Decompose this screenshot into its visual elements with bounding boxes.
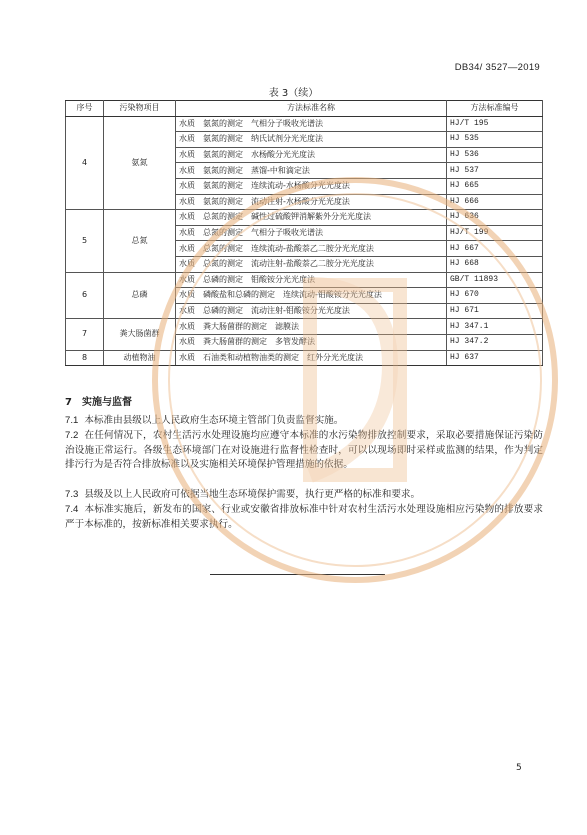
cell-method-name: 水质 氨氮的测定 流动注射-水杨酸分光光度法 <box>176 194 447 210</box>
cell-pollutant-item: 动植物油 <box>104 350 176 366</box>
cell-seq: 8 <box>66 350 104 366</box>
cell-method-code: HJ 347.2 <box>447 334 543 350</box>
cell-method-code: HJ 671 <box>447 303 543 319</box>
cell-method-code: HJ 347.1 <box>447 319 543 335</box>
cell-method-code: HJ 670 <box>447 288 543 304</box>
cell-method-name: 水质 氨氮的测定 水杨酸分光光度法 <box>176 147 447 163</box>
table-row <box>66 210 543 226</box>
table-row <box>66 319 543 335</box>
cell-method-code: HJ/T 195 <box>447 116 543 132</box>
cell-method-name: 水质 石油类和动植物油类的测定 红外分光光度法 <box>176 350 447 366</box>
cell-method-name: 水质 总磷的测定 流动注射-钼酸铵分光光度法 <box>176 303 447 319</box>
cell-seq: 5 <box>66 210 104 272</box>
table-row <box>66 272 543 288</box>
clause-number: 7.4 <box>65 504 79 515</box>
clause-number: 7.1 <box>65 415 79 426</box>
cell-seq: 4 <box>66 116 104 210</box>
cell-pollutant-item: 粪大肠菌群 <box>104 319 176 350</box>
cell-method-code: GB/T 11893 <box>447 272 543 288</box>
cell-method-code: HJ 636 <box>447 210 543 226</box>
cell-method-code: HJ/T 199 <box>447 225 543 241</box>
cell-method-code: HJ 537 <box>447 163 543 179</box>
cell-method-code: HJ 535 <box>447 132 543 148</box>
cell-method-name: 水质 粪大肠菌群的测定 滤膜法 <box>176 319 447 335</box>
clause-7-1 <box>65 414 543 429</box>
cell-method-name: 水质 氨氮的测定 蒸馏-中和滴定法 <box>176 163 447 179</box>
table-caption: 表 3（续） <box>268 88 319 99</box>
cell-method-code: HJ 667 <box>447 241 543 257</box>
cell-method-code: HJ 665 <box>447 178 543 194</box>
cell-method-name: 水质 总磷的测定 钼酸铵分光光度法 <box>176 272 447 288</box>
cell-method-name: 水质 氨氮的测定 连续流动-水杨酸分光光度法 <box>176 178 447 194</box>
cell-method-code: HJ 668 <box>447 256 543 272</box>
clause-number: 7.2 <box>65 430 79 441</box>
header-seq: 序号 <box>66 101 104 117</box>
table-row <box>66 350 543 366</box>
doc-code: DB34/ 3527—2019 <box>454 62 540 73</box>
cell-pollutant-item: 总磷 <box>104 272 176 319</box>
header-item: 污染物项目 <box>104 101 176 117</box>
clause-text: 县级及以上人民政府可依据当地生态环境保护需要，执行更严格的标准和要求。 <box>84 489 421 500</box>
cell-method-name: 水质 总氮的测定 气相分子吸收光谱法 <box>176 225 447 241</box>
header-method-name: 方法标准名称 <box>176 101 447 117</box>
cell-method-name: 水质 总氮的测定 流动注射-盐酸萘乙二胺分光光度法 <box>176 256 447 272</box>
cell-method-name: 水质 氨氮的测定 纳氏试剂分光光度法 <box>176 132 447 148</box>
table-row <box>66 116 543 132</box>
page-number: 5 <box>516 763 522 773</box>
cell-method-name: 水质 粪大肠菌群的测定 多管发酵法 <box>176 334 447 350</box>
cell-pollutant-item: 总氮 <box>104 210 176 272</box>
cell-method-code: HJ 536 <box>447 147 543 163</box>
cell-method-name: 水质 总氮的测定 连续流动-盐酸萘乙二胺分光光度法 <box>176 241 447 257</box>
cell-method-name: 水质 磷酸盐和总磷的测定 连续流动-钼酸铵分光光度法 <box>176 288 447 304</box>
clause-text: 在任何情况下，农村生活污水处理设施均应遵守本标准的水污染物排放控制要求，采取必要措施保证污染防治设施正常运行。各级生态环境部门在对设施进行监督性检查时，可以以现场即时采样或监测的结果，作为判定排污行为是否符合排放标准以及实施相关环境保护管理措施的依据。 <box>65 430 543 471</box>
section-title: 7 实施与监督 <box>65 397 132 408</box>
cell-seq: 7 <box>66 319 104 350</box>
cell-method-name: 水质 总氮的测定 碱性过硫酸钾消解紫外分光光度法 <box>176 210 447 226</box>
table-header-row <box>66 101 543 117</box>
end-rule <box>210 574 385 575</box>
clause-7-4 <box>65 503 543 532</box>
clause-text: 本标准由县级以上人民政府生态环境主管部门负责监督实施。 <box>84 415 344 426</box>
method-standards-table <box>65 100 543 366</box>
clause-7-3 <box>65 488 543 503</box>
clause-text: 本标准实施后，新发布的国家、行业或安徽省排放标准中针对农村生活污水处理设施相应污染物的排放要求严于本标准的，按新标准相关要求执行。 <box>65 504 543 530</box>
header-method-code: 方法标准编号 <box>447 101 543 117</box>
clause-7-2 <box>65 429 543 473</box>
cell-method-code: HJ 666 <box>447 194 543 210</box>
clause-number: 7.3 <box>65 489 79 500</box>
cell-pollutant-item: 氨氮 <box>104 116 176 210</box>
cell-method-code: HJ 637 <box>447 350 543 366</box>
cell-method-name: 水质 氨氮的测定 气相分子吸收光谱法 <box>176 116 447 132</box>
cell-seq: 6 <box>66 272 104 319</box>
